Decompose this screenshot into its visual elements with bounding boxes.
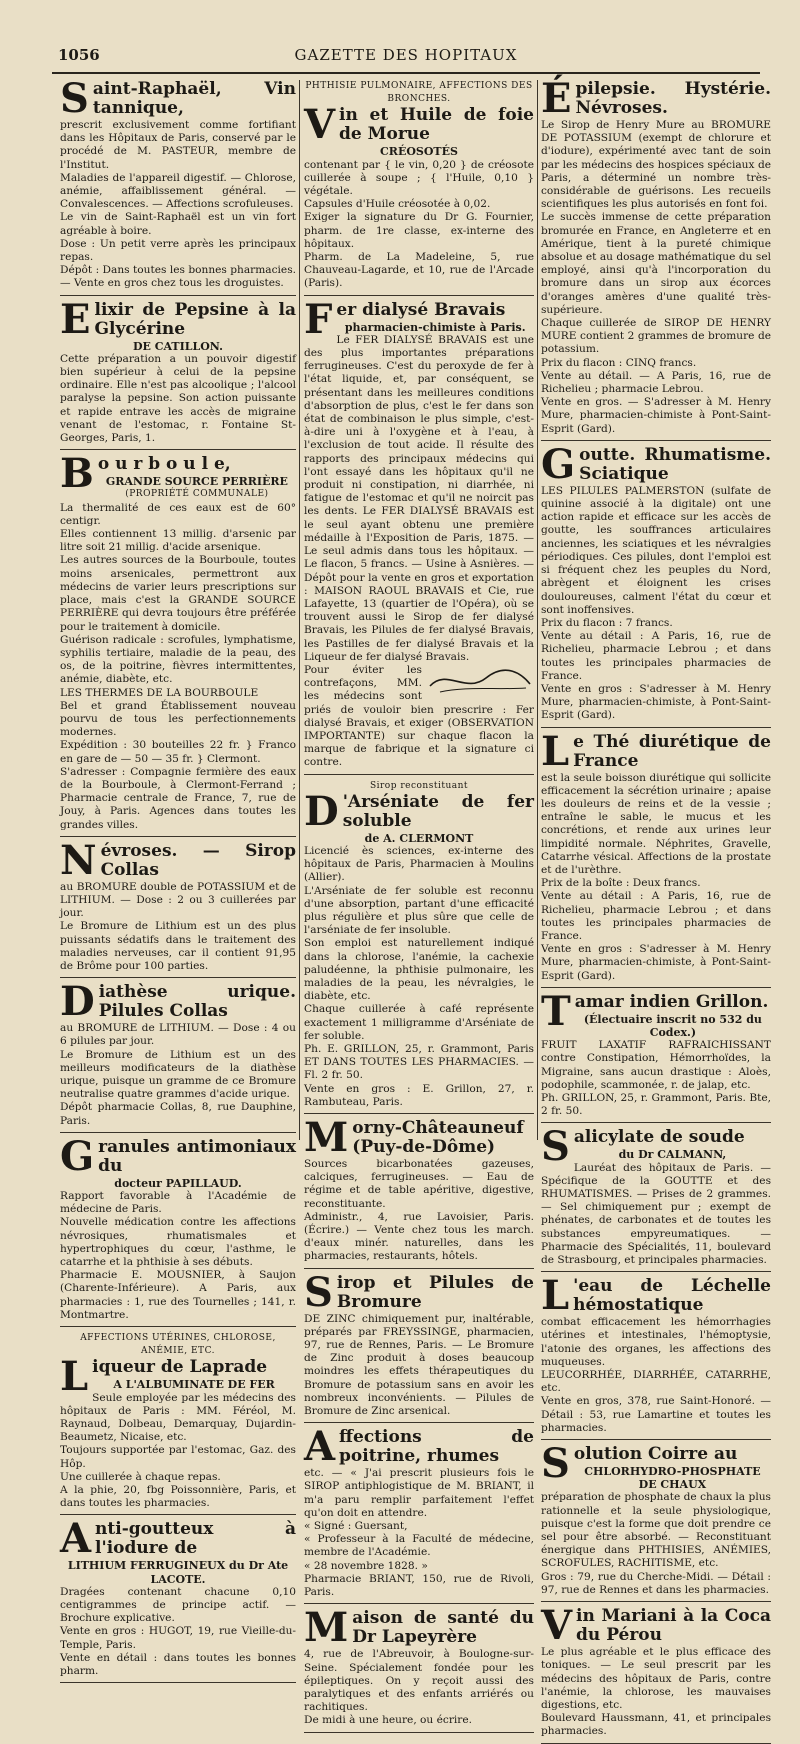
column-rule-right	[537, 80, 538, 1140]
ad-paragraph: LEUCORRHÉE, DIARRHÉE, CATARRHE, etc.	[541, 1369, 771, 1395]
ad-headline	[60, 1132, 296, 1180]
drop-cap: V	[541, 1602, 573, 1650]
ad-paragraph: Prix du flacon : 7 francs.	[541, 616, 673, 629]
ad-headline	[304, 101, 534, 149]
ad-title: o u r b o u l e,	[97, 454, 231, 475]
drop-cap: L	[60, 1353, 89, 1401]
ad-paragraph: Administr., 4, rue Lavoisier, Paris. (Écrire.) — Vente chez tous les march. d'eaux minér. naturelles, dans les pharmacies, restaurants, hôtels.	[304, 1210, 534, 1263]
ad-paragraph: Dépôt pharmacie Collas, 8, rue Dauphine, Paris.	[60, 1101, 296, 1127]
ad-rubric: Sirop reconstituant	[369, 780, 469, 791]
ad-paragraph: Gros : 79, rue du Cherche-Midi. — Détail : 97, rue de Rennes et dans les pharmacies.	[541, 1570, 771, 1596]
ad-paragraph: contenant par { le vin, 0,20 } de créosote cuillerée à soupe ; { l'Huile, 0,10 } végétale.	[304, 158, 534, 198]
drop-cap: S	[304, 1268, 333, 1316]
page-title: GAZETTE DES HOPITAUX	[294, 46, 518, 64]
advertisement	[541, 75, 771, 441]
ad-title: pilepsie. Hystérie. Névroses.	[575, 79, 771, 118]
ad-headline	[304, 787, 534, 835]
ad-headline	[60, 75, 296, 122]
ad-title: iathèse urique. Pilules Collas	[98, 982, 296, 1022]
ad-title: ffections de poitrine, rhumes	[339, 1427, 534, 1467]
drop-cap: N	[60, 836, 97, 884]
ad-title: iqueur de Laprade	[92, 1357, 268, 1378]
ad-paragraph: Le Bromure de Lithium est un des plus puissants sédatifs dans le traitement des maladies nerveuses, car il contient 91,95 de Brôme pour 100 parties.	[60, 920, 296, 972]
ad-subtitle: docteur PAPILLAUD.	[114, 1176, 242, 1190]
advertisement	[541, 1272, 771, 1440]
ad-paragraph: 4, rue de l'Abreuvoir, à Boulogne-sur-Seine. Spécialement fondée pour les épileptiques. On y reçoit aussi des paralytiques et des enfants arriérés ou rachitiques.	[304, 1648, 534, 1714]
advertisement	[541, 1123, 771, 1272]
drop-cap: G	[60, 1132, 95, 1180]
ad-paragraph: Sources bicarbonatées gazeuses, calciques, ferrugineuses. — Eau de régime et de table apéritive, digestive, reconstituante.	[304, 1158, 534, 1210]
ad-title: alicylate de soude	[573, 1127, 745, 1148]
ad-rubric: AFFECTIONS UTÉRINES, CHLOROSE, ANÉMIE, ETC.	[80, 1333, 276, 1357]
column-middle	[304, 80, 534, 1727]
ad-paragraph: Licencié ès sciences, ex-interne des hôpitaux de Paris, Pharmacien à Moulins (Allier).	[304, 844, 534, 884]
drop-cap: M	[304, 1604, 349, 1652]
ad-headline	[304, 1604, 534, 1652]
drop-cap: G	[541, 440, 576, 488]
ad-paragraph: Vente au détail : A Paris, 16, rue de Richelieu, pharmacie Lebrou ; et dans toutes les principales pharmacies de France.	[541, 630, 771, 682]
ad-title: ranules antimoniaux du	[98, 1136, 296, 1176]
ad-paragraph: La thermalité de ces eaux est de 60° centigr.	[60, 501, 296, 527]
ad-paragraph: LES PILULES PALMERSTON (sulfate de quinine associé à la digitale) ont une action rapide et efficace sur les accès de goutte, les souffrances articulaires anciennes, les sciatiques et les névralgies périodiques. Ces pilules, dont l'emploi est si fréquent chez les peuples du Nord, abrègent et éloignent les crises douloureuses, calment l'état du cœur et sont inoffensives.	[541, 484, 771, 616]
ad-paragraph: S'adresser : Compagnie fermière des eaux de la Bourboule, à Clermont-Ferrand ; Pharmacie centrale de France, 7, rue de Jouy, à Paris. Agences dans toutes les grandes villes.	[60, 765, 296, 831]
ad-paragraph: FRUIT LAXATIF RAFRAICHISSANT contre Constipation, Hémorrhoïdes, la Migraine, sans aucun drastique : Aloès, podophile, scammonée, r. de jalap, etc.	[541, 1039, 771, 1091]
ad-subtitle: LITHIUM FERRUGINEUX du Dr Ate LACOTE.	[67, 1559, 289, 1586]
ad-headline	[304, 1268, 534, 1316]
ad-paragraph: au BROMURE double de POTASSIUM et de LITHIUM. — Dose : 2 ou 3 cuillerées par jour.	[60, 880, 296, 920]
advertisement	[60, 295, 296, 451]
ad-paragraph: préparation de phosphate de chaux la plus rationnelle et la seule physiologique, puisque c'est la forme que doit prendre ce sel pour être absorbé. — Reconstituant énergique dans PHTHISIES, ANÉMIES, SCROFULES, RACHITISME, etc.	[541, 1491, 771, 1570]
ad-paragraph: Seule employée par les médecins des hôpitaux de Paris : MM. Féréol, M. Raynaud, Dolbeau, Demarquay, Dujardin-Beaumetz, Nicaise, etc.	[60, 1391, 296, 1444]
ad-paragraph: Son emploi est naturellement indiqué dans la chlorose, l'anémie, la cachexie paludéenne, la phthisie pulmonaire, les maladies de la peau, les névralgies, le diabète, etc.	[304, 937, 534, 1003]
ad-title: 'Arséniate de fer soluble	[342, 791, 534, 831]
ad-headline	[60, 1515, 296, 1563]
ad-headline	[304, 1423, 534, 1471]
advertisement	[304, 1268, 534, 1424]
ad-title: nti-goutteux à l'iodure de	[95, 1519, 296, 1559]
ad-subtitle: pharmacien-chimiste à Paris.	[344, 320, 526, 334]
ad-paragraph: Pharmacie E. MOUSNIER, à Saujon (Charente-Inférieure). A Paris, aux pharmacies : 1, rue des Tournelles ; 141, r. Montmartre.	[60, 1269, 296, 1321]
ad-paragraph: Prix de la boîte : Deux francs.	[541, 877, 701, 890]
ad-headline	[541, 75, 771, 122]
ad-paragraph: Boulevard Haussmann, 41, et principales pharmacies.	[541, 1712, 771, 1738]
drop-cap: V	[304, 101, 336, 149]
ad-paragraph: Expédition : 30 bouteilles 22 fr. } Franco en gare de — 50 — 35 fr. } Clermont.	[60, 739, 296, 765]
ad-title: aison de santé du Dr Lapeyrère	[352, 1608, 534, 1648]
ad-headline	[541, 1272, 771, 1320]
ad-paragraph: Bel et grand Établissement nouveau pourvu de tous les perfectionnements modernes.	[60, 699, 296, 739]
ad-note: (PROPRIÉTÉ COMMUNALE)	[125, 489, 269, 500]
advertisement	[541, 727, 771, 988]
ad-paragraph: Capsules d'Huile créosotée à 0,02.	[304, 198, 491, 211]
advertisement	[541, 1602, 771, 1743]
ad-paragraph: Le plus agréable et le plus efficace des toniques. — Le seul prescrit par les médecins des hôpitaux de Paris, contre l'anémie, la chlorose, les mauvaises digestions, etc.	[541, 1646, 771, 1711]
ad-paragraph: Ph. E. GRILLON, 25, r. Grammont, Paris ET DANS TOUTES LES PHARMACIES. — Fl. 2 fr. 50.	[304, 1043, 534, 1082]
ad-paragraph: combat efficacement les hémorrhagies utérines et intestinales, l'hémoptysie, l'atonie des organes, les affections des muqueuses.	[541, 1316, 771, 1368]
ad-title: olution Coirre au	[573, 1444, 738, 1465]
ad-paragraph: « 28 novembre 1828. »	[304, 1559, 428, 1572]
ad-subtitle: CHLORHYDRO-PHOSPHATE DE CHAUX	[584, 1465, 761, 1492]
ad-headline	[60, 295, 296, 343]
ad-title: irop et Pilules de Bromure	[336, 1272, 534, 1312]
ad-subtitle: DE CATILLON.	[132, 339, 223, 353]
ad-subtitle: CRÉOSOTÉS	[380, 145, 458, 159]
ad-paragraph: Rapport favorable à l'Académie de médecine de Paris.	[60, 1190, 296, 1216]
drop-cap: É	[541, 75, 572, 122]
ad-paragraph: L'Arséniate de fer soluble est reconnu d'une absorption, partant d'une efficacité plus régulière et plus sûre que celle de l'arséniate de fer insoluble.	[304, 884, 534, 937]
ad-headline	[541, 440, 771, 488]
drop-cap: L	[541, 727, 570, 775]
ad-title: in et Huile de foie de Morue	[339, 105, 534, 145]
ad-paragraph: Le Sirop de Henry Mure au BROMURE DE POTASSIUM (exempt de chlorure et d'iodure), expérimenté avec tant de soin par les médecins des hospices spéciaux de Paris, a déterminé un nombre très-considérable de guérisons. Les recueils scientifiques les plus autorisés en font foi.	[541, 119, 771, 211]
ad-paragraph: etc. — « J'ai prescrit plusieurs fois le SIROP antiphlogistique de M. BRIANT, il m'a paru remplir parfaitement l'effet qu'on doit en attendre.	[304, 1467, 534, 1519]
ad-subtitle: A L'ALBUMINATE DE FER	[113, 1378, 275, 1392]
ad-paragraph: De midi à une heure, ou écrire.	[304, 1714, 472, 1727]
advertisement	[304, 80, 534, 296]
advertisement	[60, 75, 296, 296]
advertisement	[60, 1132, 296, 1327]
ad-subtitle: GRANDE SOURCE PERRIÈRE	[105, 475, 288, 489]
advertisement	[541, 440, 771, 728]
ad-paragraph: Pharm. de La Madeleine, 5, rue Chauveau-Lagarde, et 10, rue de l'Arcade (Paris).	[304, 251, 534, 290]
advertisement	[60, 978, 296, 1133]
advertisement	[541, 1440, 771, 1602]
ad-paragraph: Elles contiennent 13 millig. d'arsenic par litre soit 21 millig. d'acide arsenique.	[60, 528, 296, 554]
advertisement	[304, 1114, 534, 1269]
ad-paragraph: Dépôt : Dans toutes les bonnes pharmacies. — Vente en gros chez tous les droguistes.	[60, 264, 296, 290]
ad-paragraph: Le succès immense de cette préparation bromurée en France, en Angleterre et en Amérique, tient à la pureté chimique absolue et au dosage mathématique du sel employé, ainsi qu'à l'incorporation du bromure dans un sirop aux écorces d'oranges amères d'une qualité très-supérieure.	[541, 211, 771, 316]
ad-paragraph: Maladies de l'appareil digestif. — Chlorose, anémie, affaiblissement général. — Convalescences. — Affections scrofuleuses.	[60, 171, 296, 211]
page-header	[52, 42, 760, 74]
ad-paragraph: Le FER DIALYSÉ BRAVAIS est une des plus importantes préparations ferrugineuses. C'est du peroxyde de fer à l'état liquide, et, par conséquent, se présentant dans les meilleures conditions d'absorption de plus, c'est le fer dans son état de combinaison le plus simple, c'est-à-dire uni à l'oxygène et à l'eau, à l'exclusion de tout acide. Il résulte des rapports des principaux médecins qui l'ont essayé dans les hôpitaux qu'il ne produit ni constipation, ni diarrhée, ni fatigue de l'estomac et qu'il ne noircit pas les dents. Le FER DIALYSÉ BRAVAIS est le seul ayant obtenu une première médaille à l'Exposition de Paris, 1875. — Le seul admis dans tous les hôpitaux. — Le flacon, 5 francs. — Usine à Asnières. — Dépôt pour la vente en gros et exportation : MAISON RAOUL BRAVAIS et Cie, rue Lafayette, 13 (quartier de l'Opéra), où se trouvent aussi le Sirop de fer dialysé Bravais, les Pilules de fer dialysé Bravais, les Pastilles de fer dialysé Bravais et la Liqueur de fer dialysé Bravais.	[304, 333, 534, 663]
ad-paragraph: Prix du flacon : CINQ francs.	[541, 356, 697, 369]
ad-paragraph: Exiger la signature du Dr G. Fournier, pharm. de 1re classe, ex-interne des hôpitaux.	[304, 211, 534, 250]
ad-paragraph: est la seule boisson diurétique qui sollicite efficacement la sécrétion urinaire ; apaise les douleurs de reins et de la vessie ; entraîne le sable, le mucus et les concrétions, et rende aux urines leur limpidité normale. Néphrites, Gravelle, Catarrhe vésical. Affections de la prostate et de l'urèthre.	[541, 771, 771, 876]
drop-cap: F	[304, 295, 333, 343]
ad-subtitle: du Dr CALMANN,	[618, 1148, 727, 1162]
ad-paragraph: DE ZINC chimiquement pur, inaltérable, préparés par FREYSSINGE, pharmacien, 97, rue de Rennes, Paris. — Le Bromure de Zinc produit à doses beaucoup moindres les effets thérapeutiques du Bromure de potassium sans en avoir les nombreux inconvénients. — Pilules de Bromure de Zinc arsenical.	[304, 1312, 534, 1418]
ad-paragraph: Pharmacie BRIANT, 150, rue de Rivoli, Paris.	[304, 1572, 534, 1599]
ad-paragraph: Chaque cuillerée de SIROP DE HENRY MURE contient 2 grammes de bromure de potassium.	[541, 317, 771, 356]
advertisement	[60, 836, 296, 978]
advertisement	[304, 780, 534, 1114]
column-right	[541, 75, 771, 1738]
ad-paragraph: « Professeur à la Faculté de médecine, membre de l'Académie.	[304, 1533, 534, 1559]
drop-cap: D	[304, 787, 339, 835]
ad-paragraph: Vente en détail : dans toutes les bonnes pharm.	[60, 1651, 296, 1678]
drop-cap: A	[304, 1423, 336, 1471]
advertisement	[304, 1423, 534, 1604]
ad-paragraph: Guérison radicale : scrofules, lymphatisme, syphilis tertiaire, maladie de la peau, des os, de la poitrine, fièvres intermittentes, anémie, diabète, etc.	[60, 633, 296, 686]
ad-headline	[541, 727, 771, 775]
drop-cap: L	[541, 1272, 570, 1320]
advertisement	[60, 1332, 296, 1515]
drop-cap: A	[60, 1515, 92, 1563]
drop-cap: S	[60, 75, 89, 122]
ad-paragraph: « Signé : Guersant,	[304, 1520, 408, 1533]
column-rule-left	[299, 80, 300, 1140]
ad-title: lixir de Pepsine à la Glycérine	[94, 299, 296, 339]
ad-title: amar indien Grillon.	[574, 991, 769, 1012]
column-left	[60, 75, 296, 1678]
advertisement	[304, 1604, 534, 1732]
ad-paragraph: Vente en gros. — S'adresser à M. Henry Mure, pharmacien-chimiste à Pont-Saint-Esprit (Gard).	[541, 396, 771, 435]
ad-title: e Thé diurétique de France	[573, 731, 771, 771]
ad-paragraph: Vente en gros : HUGOT, 19, rue Vieille-du-Temple, Paris.	[60, 1625, 296, 1651]
ad-headline	[60, 836, 296, 884]
signature-mark	[426, 664, 534, 700]
ad-paragraph: Une cuillerée à chaque repas.	[60, 1470, 221, 1483]
ad-title: évroses. — Sirop Collas	[100, 840, 296, 880]
ad-paragraph: Dose : Un petit verre après les principaux repas.	[60, 237, 296, 264]
ad-paragraph: Vente au détail : A Paris, 16, rue de Richelieu, pharmacie Lebrou ; et dans toutes les principales pharmacies de France.	[541, 890, 771, 942]
ad-title: 'eau de Léchelle hémostatique	[573, 1276, 771, 1316]
ad-paragraph: prescrit exclusivement comme fortifiant dans les Hôpitaux de Paris, conservé par le procédé de M. PASTEUR, membre de l'Institut.	[60, 119, 296, 171]
ad-paragraph: Cette préparation a un pouvoir digestif bien supérieur à celui de la pepsine ordinaire. Elle n'est pas alcoolique ; l'alcool paralyse la pepsine. Son action puissante et rapide entrave les accès de migraine venant de l'estomac, r. Fontaine St-Georges, Paris, 1.	[60, 352, 296, 445]
ad-headline	[60, 978, 296, 1026]
ad-subtitle: de A. CLERMONT	[364, 831, 474, 845]
ad-headline	[541, 1602, 771, 1650]
ad-subtitle: (Électuaire inscrit no 532 du Codex.)	[583, 1012, 762, 1039]
ad-paragraph: A la phie, 20, fbg Poissonnière, Paris, et dans toutes les pharmacies.	[60, 1484, 296, 1510]
ad-title: in Mariani à la Coca du Pérou	[576, 1606, 771, 1646]
advertisement	[304, 295, 534, 775]
drop-cap: M	[304, 1114, 349, 1162]
ad-paragraph: Vente au détail. — A Paris, 16, rue de Richelieu ; pharmacie Lebrou.	[541, 369, 771, 396]
ad-title: orny-Châteauneuf (Puy-de-Dôme)	[352, 1118, 524, 1158]
page-number: 1056	[58, 46, 100, 64]
drop-cap: E	[60, 295, 91, 343]
ad-paragraph: Dragées contenant chacune 0,10 centigrammes de principe actif. — Brochure explicative.	[60, 1585, 296, 1625]
drop-cap: S	[541, 1123, 570, 1171]
ad-paragraph: Chaque cuillerée à café représente exactement 1 milligramme d'Arséniate de fer soluble.	[304, 1003, 534, 1042]
drop-cap: S	[541, 1440, 570, 1488]
advertisement	[60, 1515, 296, 1683]
ad-paragraph: Ph. GRILLON, 25, r. Grammont, Paris. Bte, 2 fr. 50.	[541, 1092, 771, 1118]
ad-rubric: PHTHISIE PULMONAIRE, AFFECTIONS DES BRONCHES.	[305, 81, 533, 105]
ad-paragraph: Lauréat des hôpitaux de Paris. — Spécifique de la GOUTTE et des RHUMATISMES. — Prises de 2 grammes. — Sel chimiquement pur ; exempt de phénates, de carbonates et de toutes les substances empyreumatiques. — Pharmacie des Spécialités, 11, boulevard de Strasbourg, et principales pharmacies.	[541, 1161, 771, 1267]
ad-paragraph: Pour éviter les contrefaçons, MM. les médecins sont priés de vouloir bien prescrire : Fer dialysé Bravais, et exiger (OBSERVATION IMPORTANTE) sur chaque flacon la marque de fabrique et la signature ci contre.	[304, 663, 534, 769]
drop-cap: T	[541, 987, 571, 1035]
ad-paragraph: LES THERMES DE LA BOURBOULE	[60, 686, 259, 699]
ad-paragraph: Vente en gros : E. Grillon, 27, r. Rambuteau, Paris.	[304, 1082, 534, 1108]
ad-paragraph: Les autres sources de la Bourboule, toutes moins arsenicales, permettront aux médecins de varier leurs prescriptions sur place, mais c'est la GRANDE SOURCE PERRIÈRE qui devra toujours être préférée pour le traitement à domicile.	[60, 554, 296, 633]
advertisement	[60, 450, 296, 836]
ad-paragraph: Le Bromure de Lithium est un des meilleurs modificateurs de la diathèse urique, puisque un gramme de ce Bromure neutralise quatre grammes d'acide urique.	[60, 1048, 296, 1101]
ad-paragraph: Vente en gros, 378, rue Saint-Honoré. — Détail : 53, rue Lamartine et toutes les pharmacies.	[541, 1395, 771, 1434]
advertisement	[541, 987, 771, 1124]
ad-paragraph: au BROMURE de LITHIUM. — Dose : 4 ou 6 pilules par jour.	[60, 1022, 296, 1048]
ad-title: outte. Rhumatisme. Sciatique	[579, 444, 771, 484]
ad-title: aint-Raphaël, Vin tannique,	[92, 79, 296, 118]
ad-paragraph: Vente en gros : S'adresser à M. Henry Mure, pharmacien-chimiste, à Pont-Saint-Esprit (Gard).	[541, 682, 771, 722]
ad-paragraph: Vente en gros : S'adresser à M. Henry Mure, pharmacien-chimiste, à Pont-Saint-Esprit (Gard).	[541, 943, 771, 982]
ad-headline	[304, 1114, 534, 1162]
ad-paragraph: Toujours supportée par l'estomac, Gaz. des Hôp.	[60, 1444, 296, 1470]
drop-cap: D	[60, 978, 95, 1026]
ad-paragraph: Le vin de Saint-Raphaël est un vin fort agréable à boire.	[60, 211, 296, 237]
ad-paragraph: Nouvelle médication contre les affections névrosiques, rhumatismales et hypertrophiques du cœur, l'asthme, le catarrhe et la phthisie à ses débuts.	[60, 1216, 296, 1269]
ad-title: er dialysé Bravais	[336, 299, 506, 320]
drop-cap: B	[60, 450, 94, 498]
